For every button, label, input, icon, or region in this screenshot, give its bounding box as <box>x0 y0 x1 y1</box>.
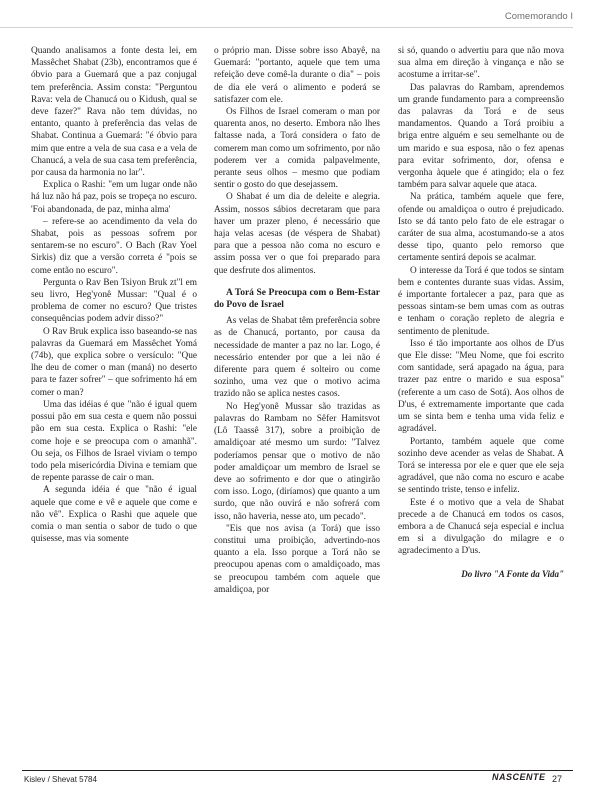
section-heading: A Torá Se Preocupa com o Bem-Estar do Povo de Israel <box>214 287 380 311</box>
paragraph: O Shabat é um dia de deleite e alegria. Assim, nossos sábios decretaram que para haver um prazer pleno, é necessário que haja velas acesas (de véspera de Shabat) para que a pessoa não coma no escuro e assim possa ver o que foi preparado para que desfrute dos alimentos. <box>214 192 380 276</box>
paragraph: Este é o motivo que a vela de Shabat precede a de Chanucá em todos os casos, embora a de Chanucá seja especial e inclua em si a divulgação do milagre e o agradecimento a D'us. <box>398 497 564 557</box>
paragraph: O interesse da Torá é que todos se sintam bem e contentes durante suas vidas. Assim, é importante fortalecer a paz, para que as pessoas sintam-se bem umas com as outras e tenham o coração repleto de alegria e sentimento de plenitude. <box>398 265 564 337</box>
paragraph: Das palavras do Rambam, aprendemos um grande fundamento para a compreensão das palavras da Torá e de seus mandamentos. Quando a Torá proibiu a briga entre alguém e seu semelhante ou de um marido e sua esposa, não o fez apenas para evitar sofrimento, dor, ofensa e vergonha àquele que é atingido; ela o fez também para salvar aquele que ataca. <box>398 82 564 191</box>
page-number: 27 <box>552 774 563 784</box>
paragraph: Uma das idéias é que "não é igual quem possui pão em sua cesta e quem não possui pão em sua cesta. Explica o Rashi: "ele come hoje e se preocupa com o amanhã". Ou seja, os Filhos de Israel viviam o tempo todo pela misericórdia Divina e temiam que de repente parasse de cair o man. <box>31 399 197 484</box>
paragraph: Isso é tão importante aos olhos de D'us que Ele disse: "Meu Nome, que foi escrito com santidade, será apagado na água, para trazer paz entre o marido e sua esposa" (referente a um caso de Sotá). Aos olhos de D'us, é extremamente importante que cada um se sinta bem e tenha uma vida feliz e agradável. <box>398 338 564 435</box>
paragraph: Os Filhos de Israel comeram o man por quarenta anos, no deserto. Embora não lhes faltasse nada, a Torá considera o fato de comerem man como um sofrimento, por não poderem ver a comida palpavelmente, perante seus olhos – mesmo que podiam sentir o gosto do que desejassem. <box>214 107 380 191</box>
issue-label: Kislev / Shevat 5784 <box>24 775 97 784</box>
paragraph: No Heg'yonê Mussar são trazidas as palavras do Rambam no Sêfer Hamitsvot (Lô Taassê 317), sobre a proibição de amaldiçoar até mesmo um surdo: "Talvez poderíamos pensar que o motivo de não poder amaldiçoar um membro de Israel se deve ao sofrimento e dor que o atingirão com isso. Logo, (diríamos) que quanto a um surdo, que não ouvirá e não sofrerá com isso, não haveria, nesse ato, um pecado". <box>214 401 380 522</box>
text-column-3 <box>398 45 564 580</box>
paragraph: si só, quando o advertiu para que não mova sua alma em direção à vingança e não se acostume a irritar-se". <box>398 46 564 81</box>
paragraph: As velas de Shabat têm preferência sobre as de Chanucá, portanto, por causa da necessidade de manter a paz no lar. Logo, é necessário entender por que a lei não é diferente para quem é solteiro ou come sozinho, uma vez que o motivo acima trazido não se aplica nestes casos. <box>214 316 380 400</box>
text-column-2 <box>214 45 380 596</box>
footer-divider <box>22 770 573 771</box>
paragraph: O Rav Bruk explica isso baseando-se nas palavras da Guemará em Massêchet Yomá (74b), que explica sobre o versículo: "Que lhe deu de comer o man (maná) no deserto para te fazer sofrer" – que sofrimento há em comer o man? <box>31 326 197 398</box>
paragraph: "Eis que nos avisa (a Torá) que isso constitui uma proibição, advertindo-nos quanto a ela. Isso porque a Torá não se preocupou apenas com o amaldiçoado, mas se preocupou também com aquele que amaldiçoa, por <box>214 523 380 595</box>
paragraph: – refere-se ao acendimento da vela do Shabat, pois as pessoas sofrem por sentarem-se no escuro". O Bach (Rav Yoel Sirkis) diz que a versão correta é "pois se come então no escuro". <box>31 216 197 276</box>
paragraph: Na prática, também aquele que fere, ofende ou amaldiçoa o outro é prejudicado. Isto se dá tanto pelo fato de ele estragar o caráter de sua alma, acostumando-se a atos desse tipo, quanto pelo remorso que certamente sentirá depois se acalmar. <box>398 192 564 264</box>
paragraph: Explica o Rashi: "em um lugar onde não há luz não há paz, pois se tropeça no escuro. 'Foi abandonada, de paz, minha alma' <box>31 180 197 215</box>
section-header: Comemorando I <box>504 11 573 22</box>
source-attribution: Do livro "A Fonte da Vida" <box>461 568 564 579</box>
text-column-1 <box>31 45 197 545</box>
paragraph: o próprio man. Disse sobre isso Abayê, na Guemará: "portanto, aquele que tem uma refeição deve comê-la durante o dia" – pois de dia ele verá o alimento e poderá se satisfazer com ele. <box>214 46 380 105</box>
paragraph: A segunda idéia é que "não é igual aquele que come e vê e aquele que come e não vê". Explica o Rashi que aquele que comia o man sentia o sabor de tudo o que quisesse, mas via somente <box>31 485 197 545</box>
magazine-logo: NASCENTE <box>492 772 546 782</box>
header-divider <box>0 27 573 28</box>
paragraph: Quando analisamos a fonte desta lei, em Massêchet Shabat (23b), encontramos que é óbvio para a Guemará que a paz conjugal tem preferência. Assim consta: "Perguntou Rava: vela de Chanucá ou o Kidush, qual se deve fazer?" Rava não tem dúvidas, no entanto, quanto à preferência das velas de Shabat. Continua a Guemará: "é óbvio para mim que entre a vela de sua casa e a vela de Chanucá, a vela de sua casa tem preferência, por causa da harmonia no lar". <box>31 46 197 179</box>
paragraph: Portanto, também aquele que come sozinho deve acender as velas de Shabat. A Torá se interessa por ele e quer que ele seja agradável, que não coma no escuro e acabe se sentindo triste, tenso e infeliz. <box>398 436 564 496</box>
paragraph: Pergunta o Rav Ben Tsiyon Bruk zt"l em seu livro, Heg'yonê Mussar: "Qual é o problema de comer no escuro? Que tristes consequências podem advir disso?" <box>31 277 197 325</box>
